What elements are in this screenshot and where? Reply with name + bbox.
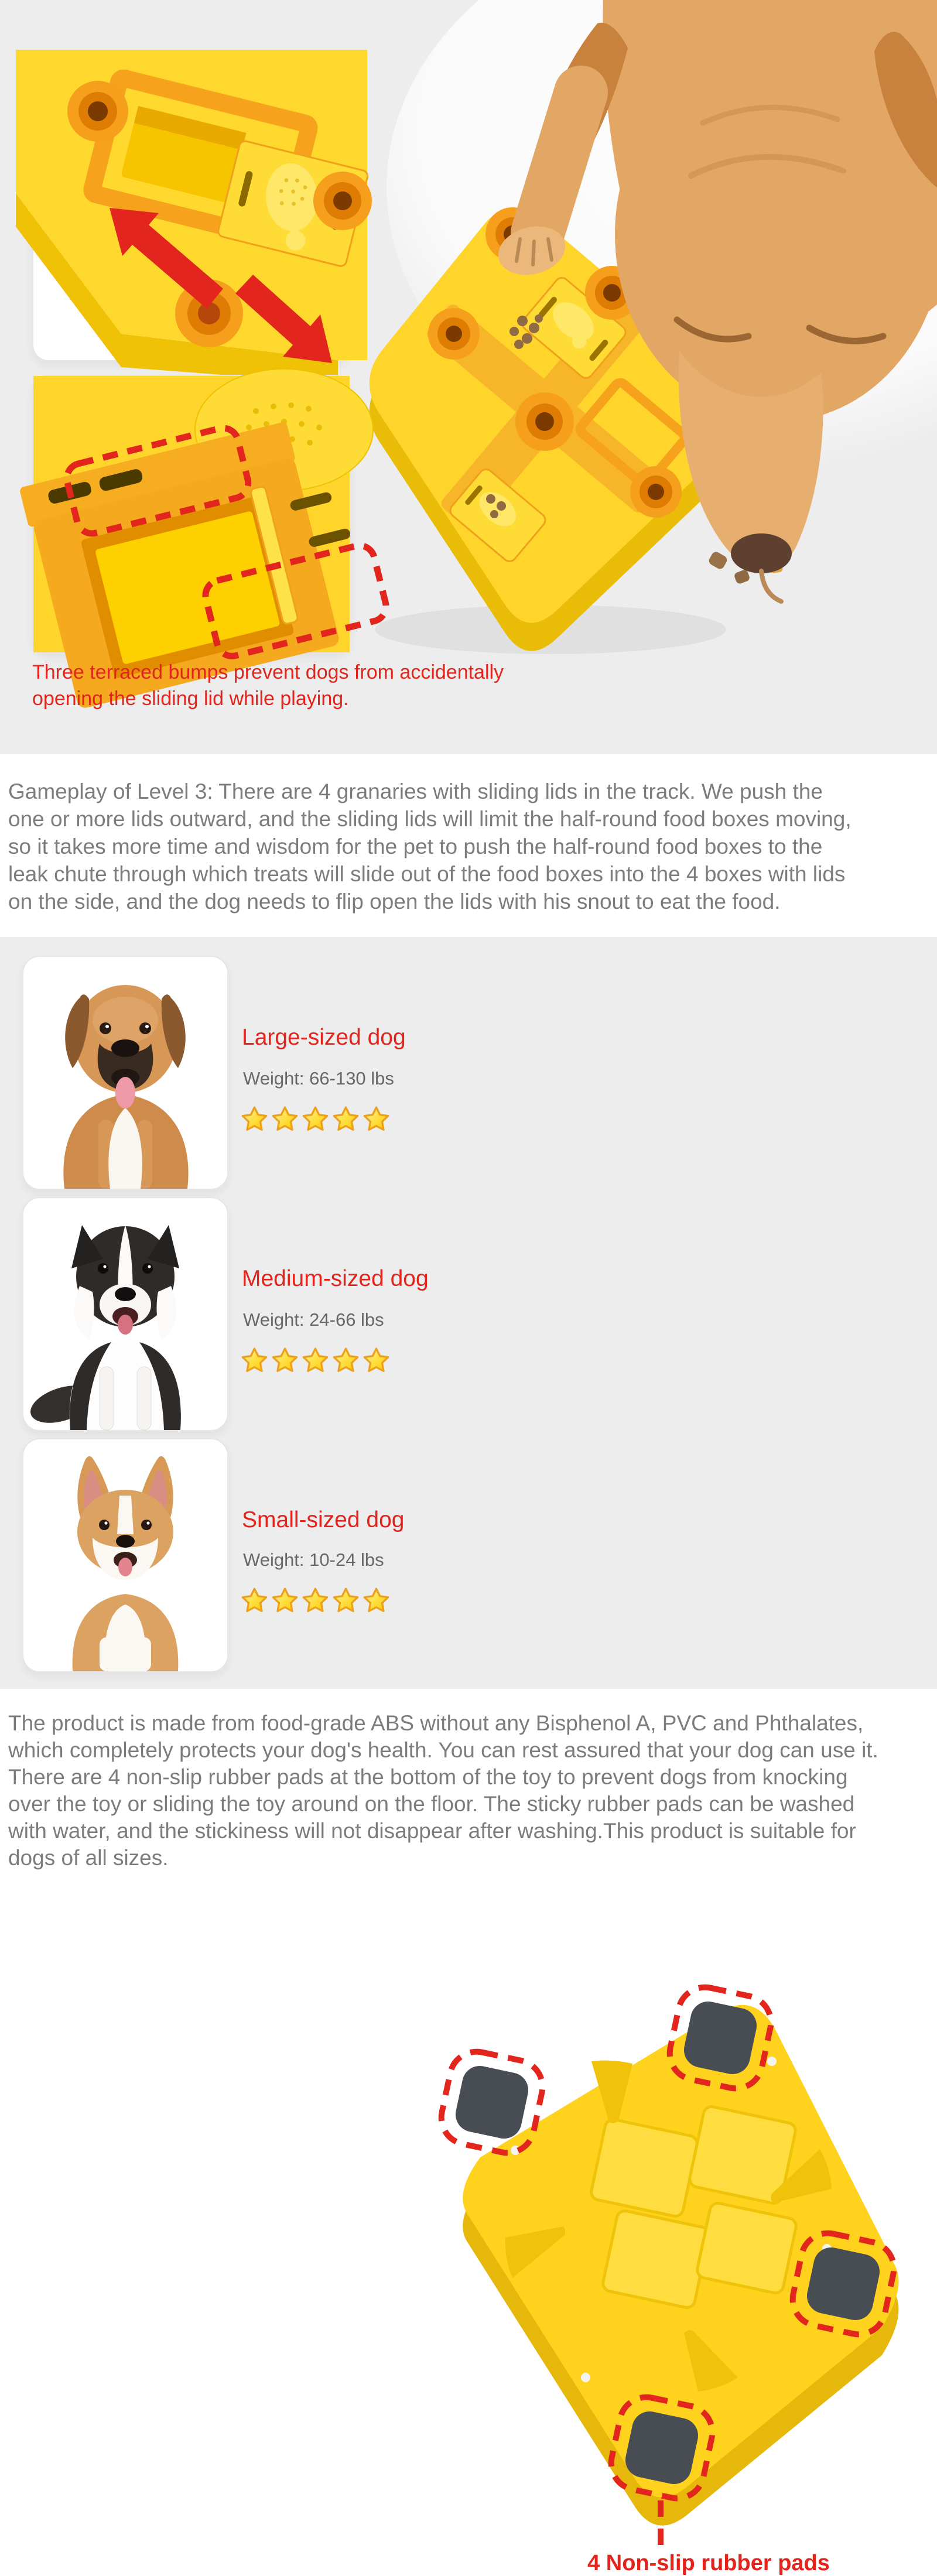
small-dog-rating — [240, 1587, 391, 1614]
terraced-bumps-caption — [32, 659, 504, 712]
star-icon — [301, 1106, 330, 1133]
material-line: which completely protects your dog's health. You can rest assured that your dog can use it. — [8, 1738, 878, 1762]
sliding-lid-detail-card — [32, 66, 351, 361]
large-dog-rating — [240, 1106, 391, 1133]
gameplay-line: one or more lids outward, and the sliding lids will limit the half-round food boxes moving, — [8, 807, 851, 831]
large-dog-weight: Weight: 66-130 lbs — [243, 1068, 394, 1089]
top-showcase-section — [0, 0, 937, 754]
sliding-lid-detail-illustration — [33, 67, 350, 360]
material-paragraph — [8, 1710, 878, 1872]
dog-eating-puzzle-illustration — [351, 0, 937, 679]
gameplay-line: on the side, and the dog needs to flip open the lids with his snout to eat the food. — [8, 890, 781, 914]
medium-dog-title: Medium-sized dog — [242, 1266, 429, 1291]
star-icon — [301, 1347, 330, 1374]
small-dog-title: Small-sized dog — [242, 1507, 405, 1532]
star-icon — [362, 1106, 391, 1133]
star-icon — [362, 1347, 391, 1374]
material-line: with water, and the stickiness will not disappear after washing.This product is suitable for — [8, 1819, 856, 1843]
star-icon — [271, 1106, 299, 1133]
star-icon — [240, 1587, 269, 1614]
gameplay-line: leak chute through which treats will slide out of the food boxes into the 4 boxes with lids — [8, 862, 846, 886]
caption-line-1: Three terraced bumps prevent dogs from accidentally — [32, 661, 504, 683]
boxer-dog-photo — [23, 957, 227, 1189]
material-line: dogs of all sizes. — [8, 1846, 169, 1870]
star-icon — [240, 1106, 269, 1133]
large-dog-card — [22, 956, 228, 1190]
medium-dog-rating — [240, 1347, 391, 1374]
star-icon — [331, 1106, 360, 1133]
terraced-bumps-illustration — [33, 376, 350, 652]
star-icon — [271, 1347, 299, 1374]
star-icon — [362, 1587, 391, 1614]
material-section — [0, 1689, 937, 1874]
rubber-pads-caption: 4 Non-slip rubber pads — [587, 2551, 830, 2575]
dog-eating-puzzle-photo — [351, 0, 937, 679]
material-line: The product is made from food-grade ABS without any Bisphenol A, PVC and Phthalates, — [8, 1711, 864, 1735]
bottom-view-illustration — [410, 1973, 937, 2559]
material-line: There are 4 non-slip rubber pads at the bottom of the toy to prevent dogs from knocking — [8, 1765, 848, 1789]
gameplay-paragraph — [8, 778, 851, 915]
terraced-bumps-detail-card — [32, 375, 351, 654]
gameplay-line: Gameplay of Level 3: There are 4 granaries with sliding lids in the track. We push the — [8, 779, 823, 803]
medium-dog-weight: Weight: 24-66 lbs — [243, 1309, 384, 1330]
medium-dog-card — [22, 1197, 228, 1431]
star-icon — [240, 1347, 269, 1374]
small-dog-weight: Weight: 10-24 lbs — [243, 1549, 384, 1570]
large-dog-title: Large-sized dog — [242, 1025, 406, 1050]
bottom-view-rubber-pads-photo — [410, 1973, 937, 2559]
material-line: over the toy or sliding the toy around on the floor. The sticky rubber pads can be washed — [8, 1792, 855, 1816]
star-icon — [331, 1347, 360, 1374]
star-icon — [301, 1587, 330, 1614]
caption-line-2: opening the sliding lid while playing. — [32, 687, 349, 710]
gameplay-line: so it takes more time and wisdom for the pet to push the half-round food boxes to the — [8, 834, 823, 858]
star-icon — [271, 1587, 299, 1614]
gameplay-section — [0, 754, 937, 937]
star-icon — [331, 1587, 360, 1614]
border-collie-dog-photo — [23, 1198, 227, 1430]
small-dog-card — [22, 1438, 228, 1672]
corgi-dog-photo — [23, 1439, 227, 1671]
